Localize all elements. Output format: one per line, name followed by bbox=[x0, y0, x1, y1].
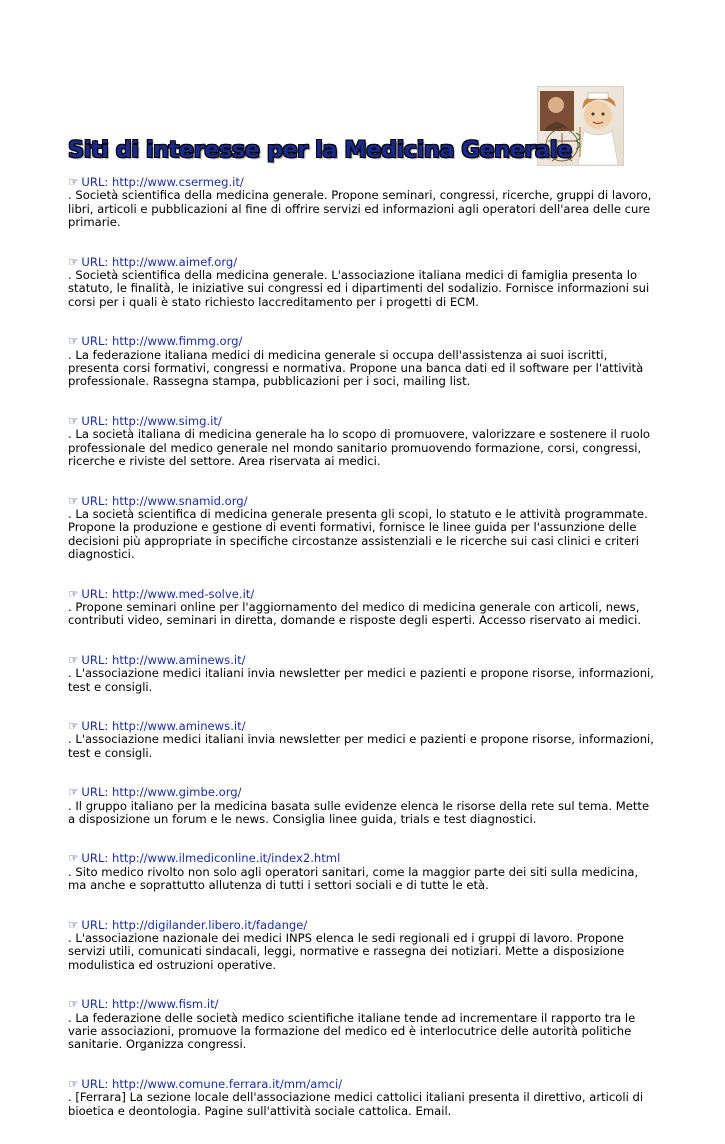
list-item bbox=[68, 852, 658, 892]
site-url-link[interactable]: http://www.simg.it/ bbox=[112, 413, 222, 428]
url-line bbox=[68, 415, 658, 428]
pointing-hand-icon: ☞ bbox=[68, 785, 79, 800]
site-url-link[interactable]: http://www.aimef.org/ bbox=[112, 254, 238, 269]
site-url-link[interactable]: http://www.fimmg.org/ bbox=[112, 334, 243, 349]
site-description: . Sito medico rivolto non solo agli operatori sanitari, come la maggior parte dei siti sulla medicina, ma anche e soprattutto allutenza di tutti i settori sociali e di tutte le età. bbox=[68, 864, 639, 893]
site-description: . L'associazione nazionale dei medici INPS elenca le sedi regionali ed i gruppi di lavoro. Propone servizi utili, comunicati sindacali, leggi, normative e rassegna dei notiziari. Mette a disposizione modulistica ed ostruzioni operative. bbox=[68, 931, 625, 972]
list-item bbox=[68, 919, 658, 973]
url-prefix: URL: bbox=[81, 652, 112, 667]
list-item bbox=[68, 495, 658, 562]
pointing-hand-icon: ☞ bbox=[68, 586, 79, 601]
list-item bbox=[68, 720, 658, 760]
list-item bbox=[68, 415, 658, 469]
url-line bbox=[68, 654, 658, 667]
site-url-link[interactable]: http://www.aminews.it/ bbox=[112, 718, 246, 733]
url-prefix: URL: bbox=[81, 175, 112, 189]
site-description: . Società scientifica della medicina generale. Propone seminari, congressi, ricerche, gruppi di lavoro, libri, articoli e pubblicazioni al fine di offrire servizi ed informazioni agli operatori dell'area delle cure primarie. bbox=[68, 188, 652, 230]
url-prefix: URL: bbox=[81, 334, 112, 349]
url-prefix: URL: bbox=[81, 997, 112, 1012]
pointing-hand-icon: ☞ bbox=[68, 917, 79, 932]
url-prefix: URL: bbox=[81, 413, 112, 428]
pointing-hand-icon: ☞ bbox=[68, 413, 79, 428]
pointing-hand-icon: ☞ bbox=[68, 718, 79, 733]
site-description: . Società scientifica della medicina generale. L'associazione italiana medici di famiglia presenta lo statuto, le finalità, le iniziative sui congressi ed i dipartimenti del sodalizio. Fornisce informazioni sui corsi per i quali è stato richiesto laccreditamento per i progetti di ECM. bbox=[68, 268, 650, 309]
url-line bbox=[68, 176, 658, 189]
url-line bbox=[68, 588, 658, 601]
url-prefix: URL: bbox=[81, 851, 112, 866]
site-description: . La federazione delle società medico scientifiche italiane tende ad incrementare il rapporto tra le varie associazioni, promuove la formazione del medico ed è interlocutrice delle autorità politiche sanitarie. Organizza congressi. bbox=[68, 1010, 636, 1052]
url-prefix: URL: bbox=[81, 917, 112, 932]
site-url-link[interactable]: http://www.comune.ferrara.it/mm/amci/ bbox=[112, 1076, 343, 1091]
site-description: . [Ferrara] La sezione locale dell'associazione medici cattolici italiani presenta il direttivo, articoli di bioetica e deontologia. Pagine sull'attività sociale cattolica. Email. bbox=[68, 1090, 644, 1118]
url-line bbox=[68, 720, 658, 733]
pointing-hand-icon: ☞ bbox=[68, 1076, 79, 1091]
url-prefix: URL: bbox=[81, 254, 112, 269]
site-url-link[interactable]: http://www.snamid.org/ bbox=[112, 493, 248, 508]
site-url-link[interactable]: http://www.fism.it/ bbox=[112, 997, 219, 1012]
site-url-link[interactable]: http://digilander.libero.it/fadange/ bbox=[112, 917, 308, 932]
site-description: . L'associazione medici italiani invia newsletter per medici e pazienti e propone risorse, informazioni, test e consigli. bbox=[68, 732, 654, 760]
url-prefix: URL: bbox=[81, 586, 112, 601]
page-title: Siti di interesse per la Medicina Generale bbox=[68, 137, 572, 163]
pointing-hand-icon: ☞ bbox=[68, 254, 79, 269]
site-description: . La società italiana di medicina generale ha lo scopo di promuovere, valorizzare e sostenere il ruolo professionale del medico generale nel mondo sanitario promuovendo formazione, corsi, congressi, ricerche e riviste del settore. Area riservata ai medici. bbox=[68, 427, 651, 469]
pointing-hand-icon: ☞ bbox=[68, 493, 79, 508]
url-prefix: URL: bbox=[81, 493, 112, 508]
url-line bbox=[68, 256, 658, 269]
site-url-link[interactable]: http://www.aminews.it/ bbox=[112, 652, 246, 667]
list-item bbox=[68, 1078, 658, 1118]
url-line bbox=[68, 852, 658, 865]
pointing-hand-icon: ☞ bbox=[68, 997, 79, 1012]
list-item bbox=[68, 654, 658, 694]
site-description: . La società scientifica di medicina generale presenta gli scopi, lo statuto e le attività programmate. Propone la produzione e gestione di eventi formativi, fornisce le linee guida per l'assunzione delle decisioni più appropriate in specifiche circostanze assistenziali e le ricerche sui casi clinici e criteri diagnostici. bbox=[68, 506, 648, 562]
url-line bbox=[68, 495, 658, 508]
site-description: . La federazione italiana medici di medicina generale si occupa dell'assistenza ai suoi iscritti, presenta corsi formativi, congressi e normativa. Propone una banca dati ed il software per l'attività professionale. Rassegna stampa, pubblicazioni per i soci, mailing list. bbox=[68, 347, 644, 389]
site-description: . Il gruppo italiano per la medicina basata sulle evidenze elenca le risorse della rete sul tema. Mette a disposizione un forum e le news. Consiglia linee guida, trials e test diagnostici. bbox=[68, 798, 650, 826]
list-item bbox=[68, 335, 658, 389]
site-url-link[interactable]: http://www.ilmediconline.it/index2.html bbox=[112, 851, 341, 866]
site-description: . L'associazione medici italiani invia newsletter per medici e pazienti e propone risorse, informazioni, test e consigli. bbox=[68, 666, 654, 694]
site-url-link[interactable]: http://www.med-solve.it/ bbox=[112, 586, 255, 601]
url-line bbox=[68, 786, 658, 799]
list-item bbox=[68, 998, 658, 1052]
site-list bbox=[68, 176, 658, 1144]
pointing-hand-icon: ☞ bbox=[68, 175, 79, 189]
url-line bbox=[68, 919, 658, 932]
site-url-link[interactable]: http://www.gimbe.org/ bbox=[112, 785, 242, 800]
url-line bbox=[68, 1078, 658, 1091]
list-item bbox=[68, 176, 658, 230]
url-line bbox=[68, 335, 658, 348]
pointing-hand-icon: ☞ bbox=[68, 652, 79, 667]
list-item bbox=[68, 256, 658, 310]
pointing-hand-icon: ☞ bbox=[68, 334, 79, 349]
list-item bbox=[68, 588, 658, 628]
site-url-link[interactable]: http://www.csermeg.it/ bbox=[112, 175, 244, 189]
site-description: . Propone seminari online per l'aggiornamento del medico di medicina generale con articoli, news, contributi video, seminari in diretta, domande e risposte degli esperti. Accesso riservato ai medici. bbox=[68, 599, 642, 628]
url-prefix: URL: bbox=[81, 785, 112, 800]
url-prefix: URL: bbox=[81, 718, 112, 733]
url-line bbox=[68, 998, 658, 1011]
url-prefix: URL: bbox=[81, 1076, 112, 1091]
pointing-hand-icon: ☞ bbox=[68, 851, 79, 866]
list-item bbox=[68, 786, 658, 826]
